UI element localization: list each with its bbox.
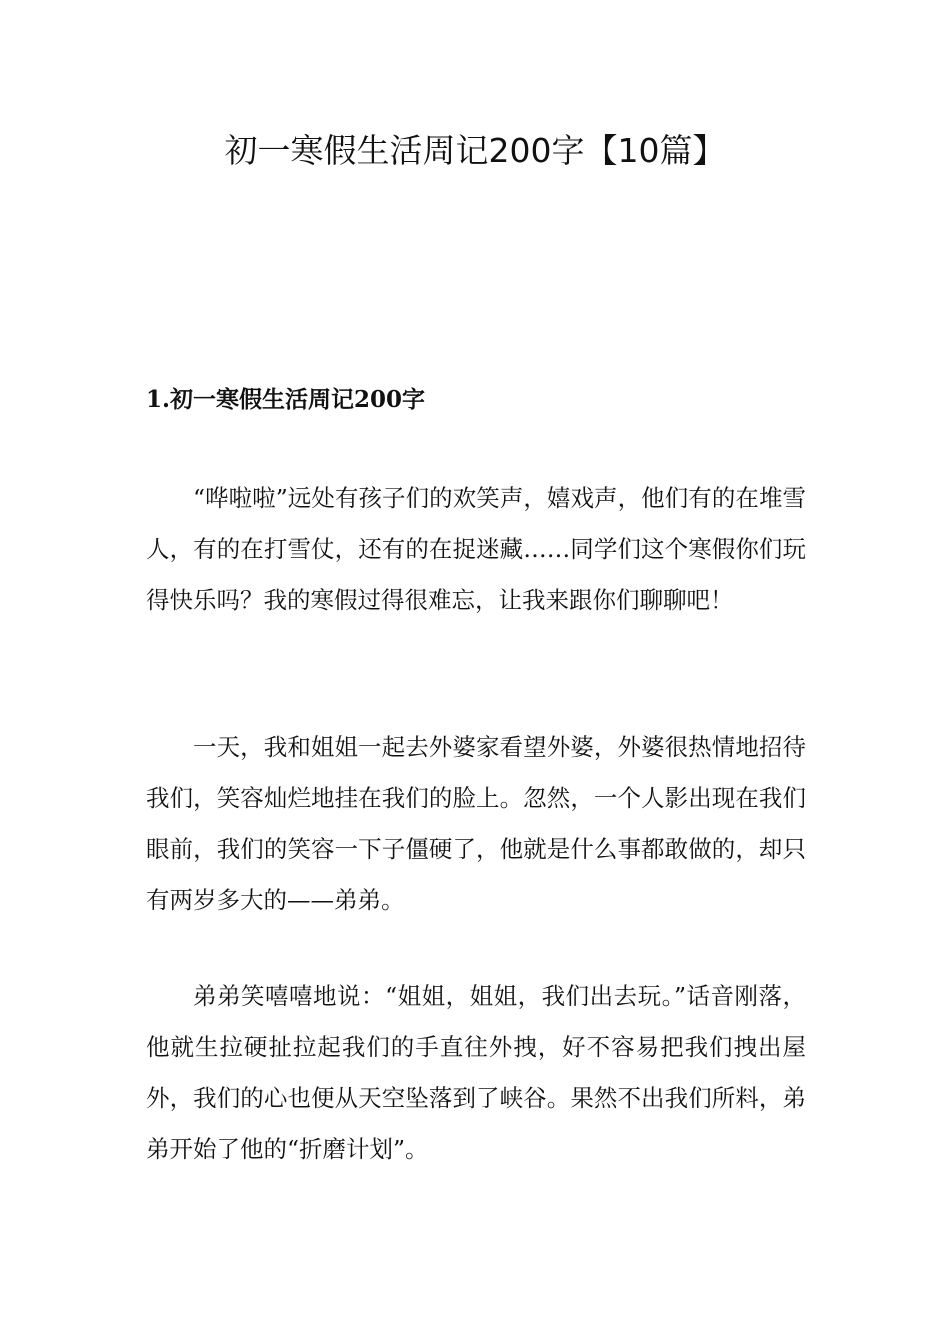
paragraph-1: “哗啦啦”远处有孩子们的欢笑声，嬉戏声，他们有的在堆雪人，有的在打雪仗，还有的在捉迷藏……同学们这个寒假你们玩得快乐吗？我的寒假过得很难忘，让我来跟你们聊聊吧！ <box>146 484 806 614</box>
document-title: 初一寒假生活周记200字【10篇】 <box>224 131 726 170</box>
paragraph-3: 弟弟笑嘻嘻地说：“姐姐，姐姐，我们出去玩。”话音刚落，他就生拉硬扯拉起我们的手直往外拽，好不容易把我们拽出屋外，我们的心也便从天空坠落到了峡谷。果然不出我们所料，弟弟开始了他的“折磨计划”。 <box>146 982 806 1163</box>
paragraph-2: 一天，我和姐姐一起去外婆家看望外婆，外婆很热情地招待我们，笑容灿烂地挂在我们的脸上。忽然，一个人影出现在我们眼前，我们的笑容一下子僵硬了，他就是什么事都敢做的，却只有两岁多大的——弟弟。 <box>146 733 806 914</box>
section-heading: 1.初一寒假生活周记200字 <box>146 386 426 413</box>
